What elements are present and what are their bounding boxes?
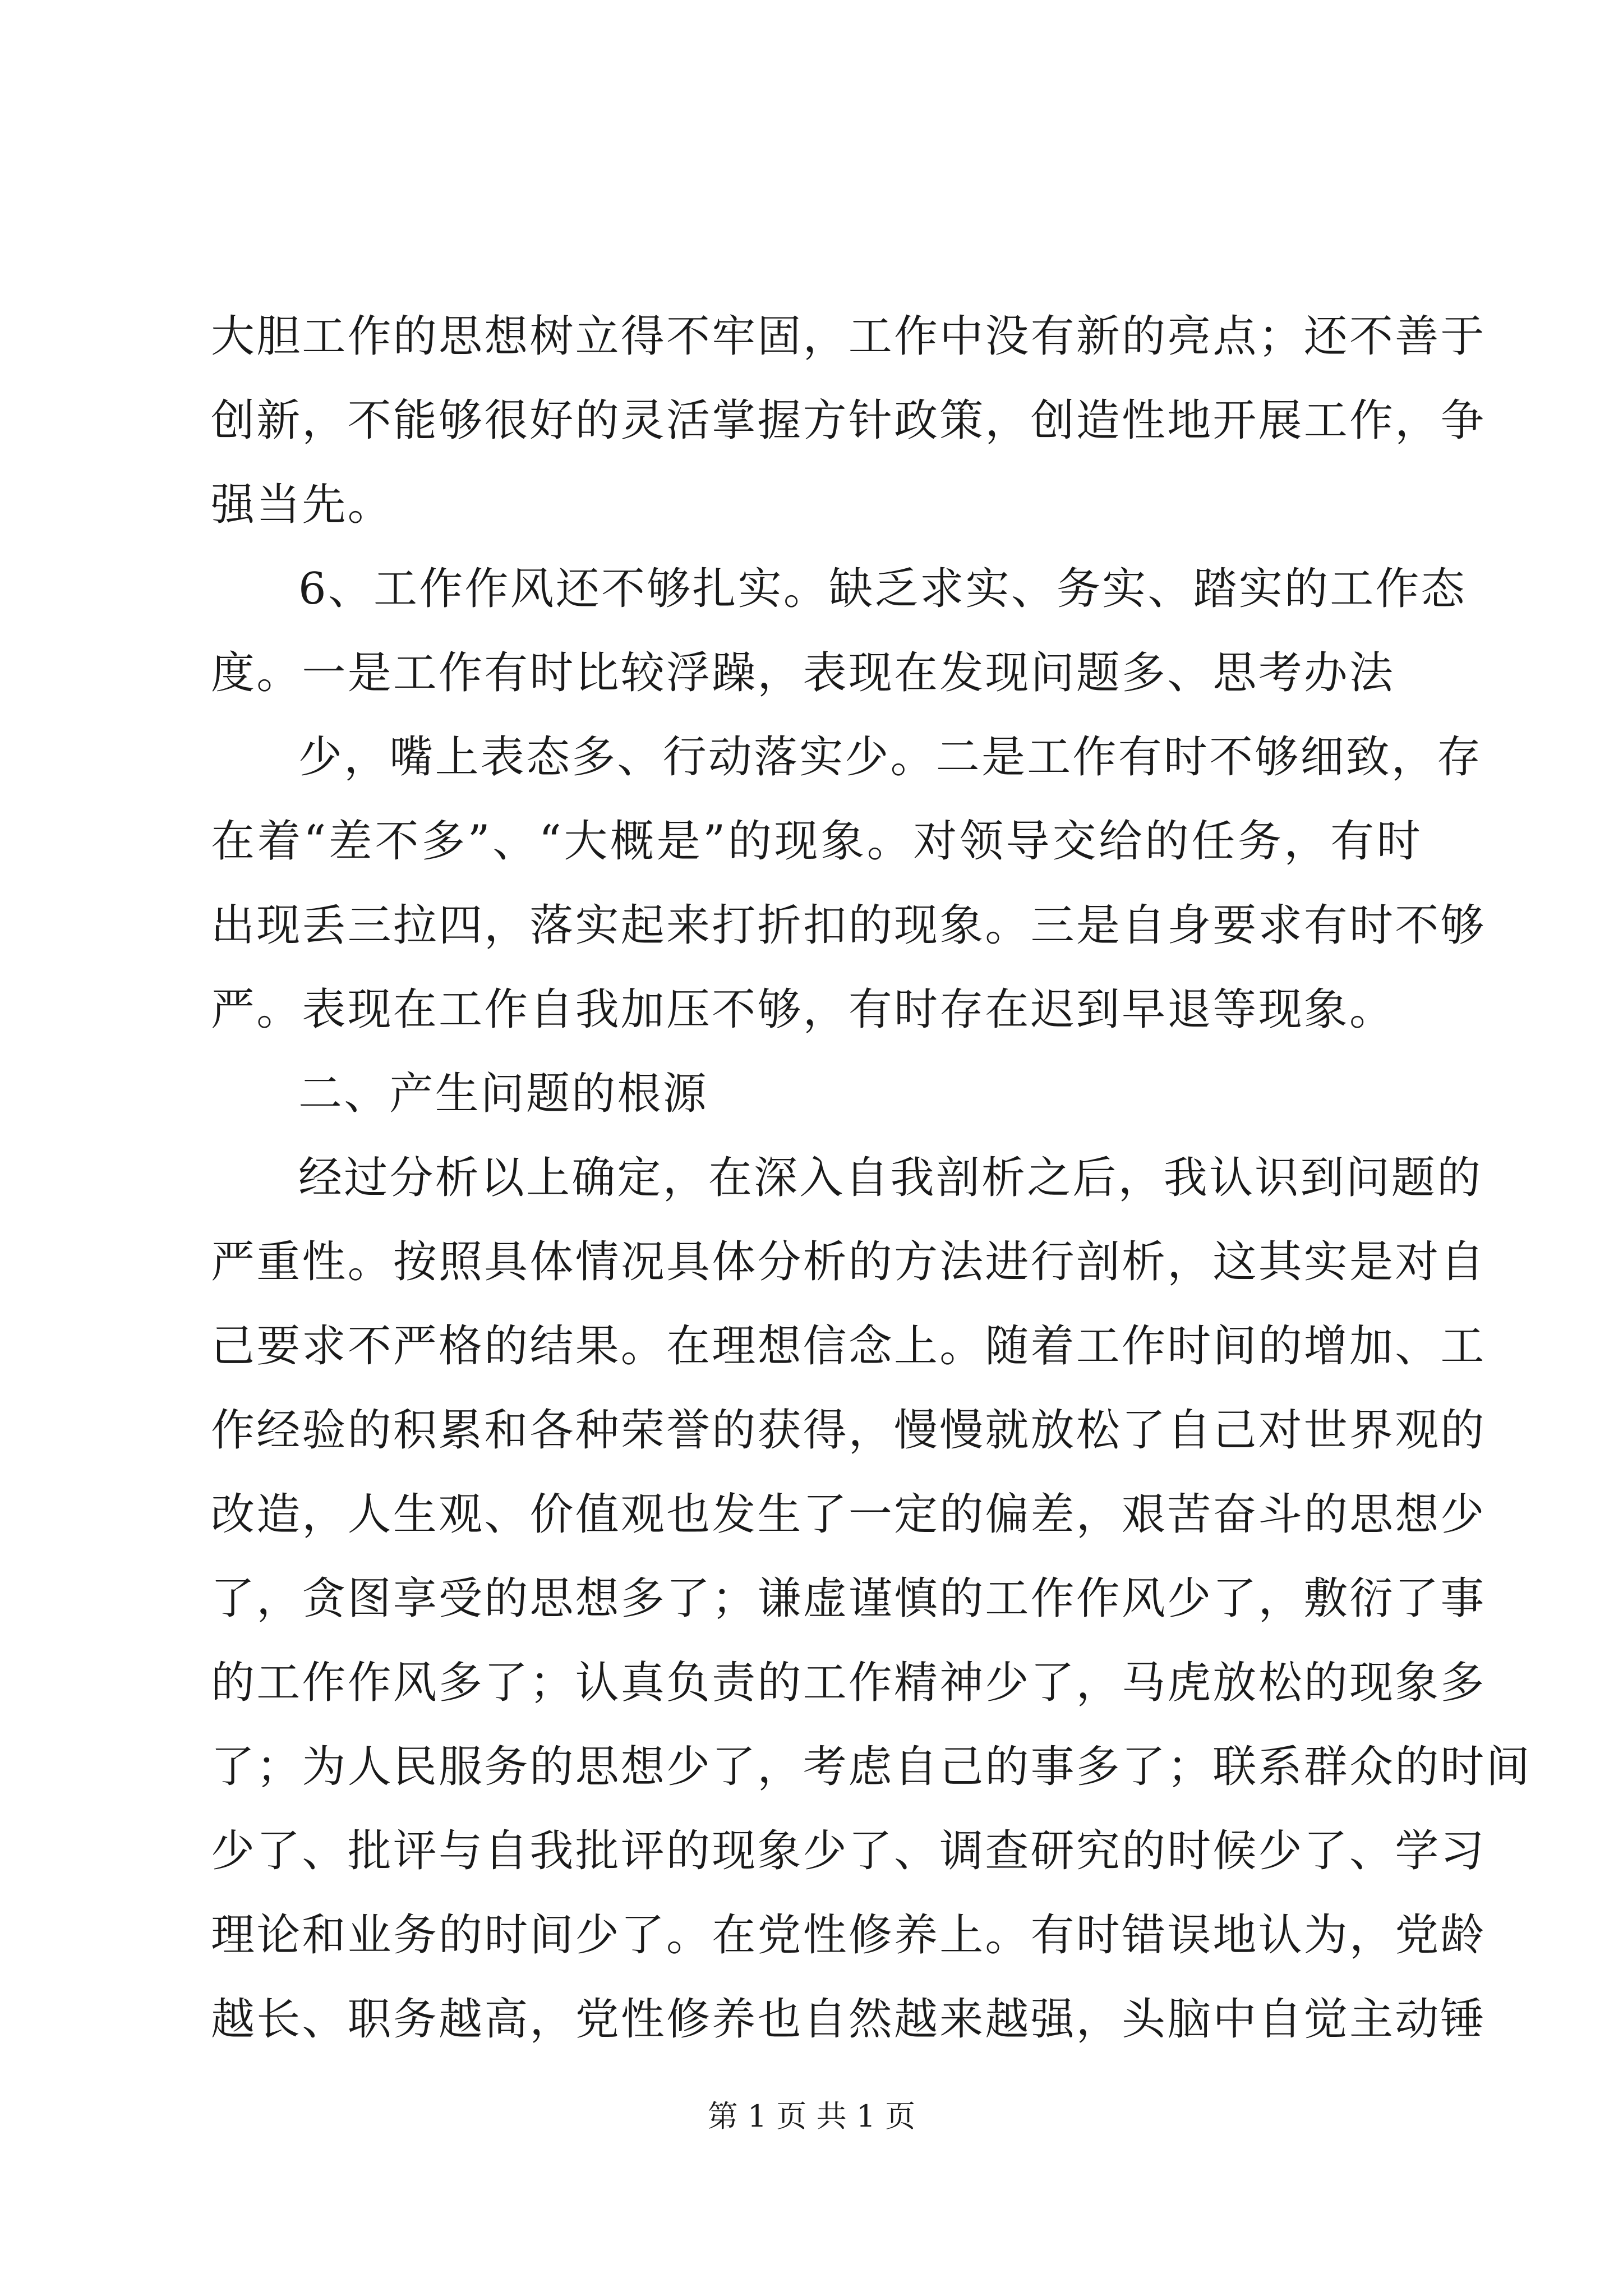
text-line: 少了、批评与自我批评的现象少了、调查研究的时候少了、学习 — [211, 1826, 1486, 1876]
text-line: 出现丢三拉四，落实起来打折扣的现象。三是自身要求有时不够 — [211, 900, 1486, 951]
page-number-footer: 第 1 页 共 1 页 — [707, 2099, 916, 2134]
text-line: 严重性。按照具体情况具体分析的方法进行剖析，这其实是对自 — [211, 1237, 1486, 1287]
text-line: 改造，人生观、价值观也发生了一定的偏差，艰苦奋斗的思想少 — [211, 1489, 1486, 1540]
text-line: 大胆工作的思想树立得不牢固，工作中没有新的亮点；还不善于 — [211, 311, 1486, 362]
text-line: 创新，不能够很好的灵活掌握方针政策，创造性地开展工作，争 — [211, 395, 1486, 446]
text-line: 越长、职务越高，党性修养也自然越来越强，头脑中自觉主动锤 — [211, 1994, 1486, 2045]
text-line: 度。一是工作有时比较浮躁，表现在发现问题多、思考办法 — [211, 648, 1395, 698]
text-line: 的工作作风多了；认真负责的工作精神少了，马虎放松的现象多 — [211, 1658, 1486, 1708]
section-heading: 二、产生问题的根源 — [298, 1069, 708, 1119]
text-line: 6、工作作风还不够扎实。缺乏求实、务实、踏实的工作态 — [298, 564, 1467, 614]
text-line: 严。表现在工作自我加压不够，有时存在迟到早退等现象。 — [211, 984, 1395, 1035]
text-line: 经过分析以上确定，在深入自我剖析之后，我认识到问题的 — [298, 1153, 1483, 1203]
text-line: 在着“差不多”、“大概是”的现象。对领导交给的任务，有时 — [211, 816, 1422, 867]
text-line: 了；为人民服务的思想少了，考虑自己的事多了；联系群众的时间 — [211, 1742, 1532, 1792]
text-line: 理论和业务的时间少了。在党性修养上。有时错误地认为，党龄 — [211, 1910, 1486, 1961]
text-line: 作经验的积累和各种荣誉的获得，慢慢就放松了自己对世界观的 — [211, 1405, 1486, 1456]
text-line: 强当先。 — [211, 480, 393, 530]
text-line: 己要求不严格的结果。在理想信念上。随着工作时间的增加、工 — [211, 1321, 1486, 1372]
text-line: 少，嘴上表态多、行动落实少。二是工作有时不够细致，存 — [298, 732, 1483, 783]
text-line: 了，贪图享受的思想多了；谦虚谨慎的工作作风少了，敷衍了事 — [211, 1573, 1486, 1624]
